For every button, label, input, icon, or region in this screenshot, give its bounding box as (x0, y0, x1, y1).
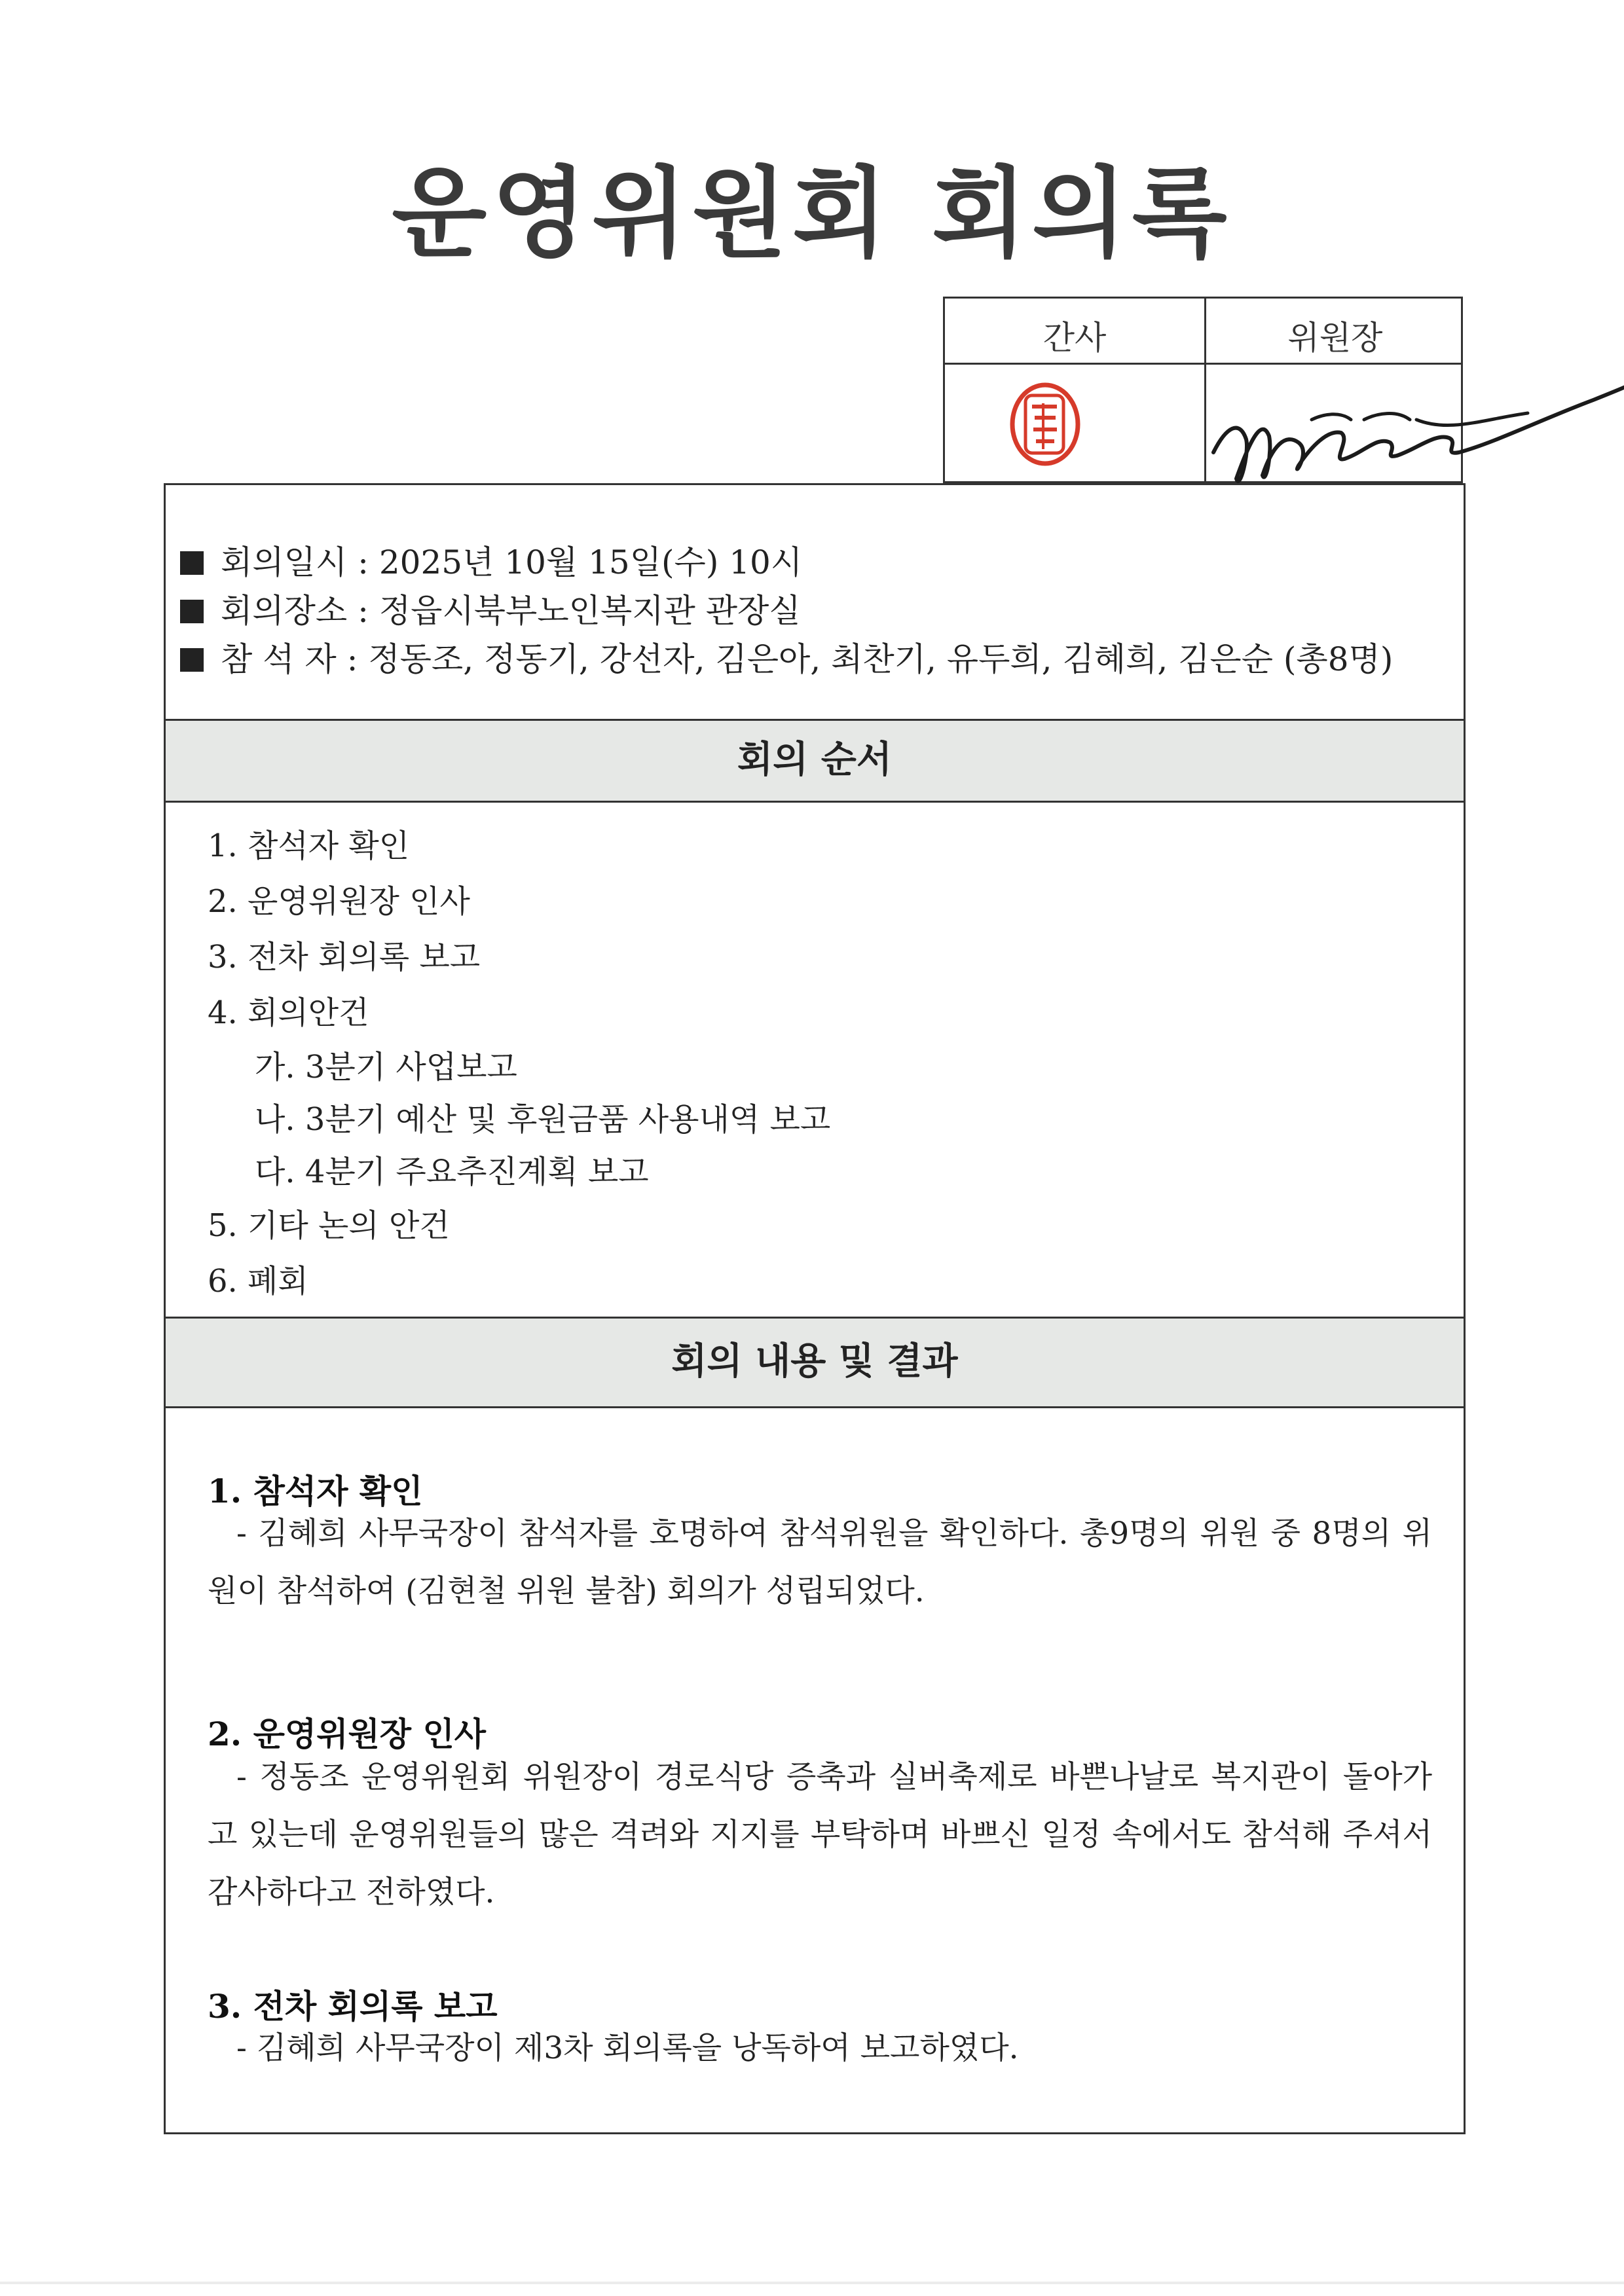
bullet-square-icon (180, 600, 204, 623)
info-value: 정동조, 정동기, 강선자, 김은아, 최찬기, 유두희, 김혜희, 김은순 (총8명) (368, 640, 1393, 678)
info-value: 2025년 10월 15일(수) 10시 (378, 543, 803, 581)
agenda-subitem: 가. 3분기 사업보고 (255, 1049, 517, 1085)
info-row-datetime: 회의일시 : 2025년 10월 15일(수) 10시 (180, 536, 802, 583)
agenda-item: 6. 폐회 (208, 1263, 308, 1300)
agenda-item: 5. 기타 논의 안건 (208, 1207, 450, 1244)
document-title: 운영위원회 회의록 (392, 157, 1232, 271)
bullet-square-icon (180, 551, 204, 575)
red-seal-stamp (1007, 377, 1086, 469)
section-title: 3. 전차 회의록 보고 (208, 1987, 498, 2026)
bullet-square-icon (180, 648, 204, 672)
approval-header-chair: 위원장 (1287, 319, 1383, 357)
minutes-frame (164, 483, 1466, 2134)
info-row-attendees: 참 석 자 : 정동조, 정동기, 강선자, 김은아, 최찬기, 유두희, 김혜희, 김은순 (총8명) (180, 633, 1393, 680)
info-label: 참 석 자 (221, 640, 337, 678)
agenda-subitem: 나. 3분기 예산 및 후원금품 사용내역 보고 (255, 1101, 831, 1138)
scan-edge (0, 2282, 1624, 2284)
section-body: - 정동조 운영위원회 위원장이 경로식당 증축과 실버축제로 바쁜나날로 복지관이 돌아가고 있는데 운영위원들의 많은 격려와 지지를 부탁하며 바쁘신 일정 속에서도 참석해 주셔서 감사하다고 전하였다. (208, 1759, 1432, 1910)
approval-box (943, 297, 1463, 483)
section-body: - 김혜희 사무국장이 참석자를 호명하여 참석위원을 확인하다. 총9명의 위원 중 8명의 위원이 참석하여 (김현철 위원 불참) 회의가 성립되었다. (208, 1516, 1432, 1609)
agenda-item: 3. 전차 회의록 보고 (208, 939, 481, 975)
results-heading: 회의 내용 및 결과 (166, 1317, 1464, 1408)
section-title: 1. 참석자 확인 (208, 1472, 423, 1510)
info-row-place: 회의장소 : 정읍시북부노인복지관 관장실 (180, 585, 801, 632)
info-label: 회의장소 (221, 592, 348, 630)
info-value: 정읍시북부노인복지관 관장실 (378, 592, 801, 630)
agenda-item: 1. 참석자 확인 (208, 828, 410, 864)
section-title: 2. 운영위원장 인사 (208, 1715, 487, 1753)
approval-header-secretary: 간사 (1043, 319, 1107, 357)
agenda-item: 4. 회의안건 (208, 994, 369, 1031)
order-heading: 회의 순서 (166, 719, 1464, 803)
chair-signature (1200, 321, 1624, 498)
agenda-subitem: 다. 4분기 주요추진계획 보고 (255, 1154, 649, 1190)
agenda-item: 2. 운영위원장 인사 (208, 883, 470, 920)
info-label: 회의일시 (221, 543, 348, 581)
section-body: - 김혜희 사무국장이 제3차 회의록을 낭독하여 보고하였다. (236, 2030, 1019, 2066)
